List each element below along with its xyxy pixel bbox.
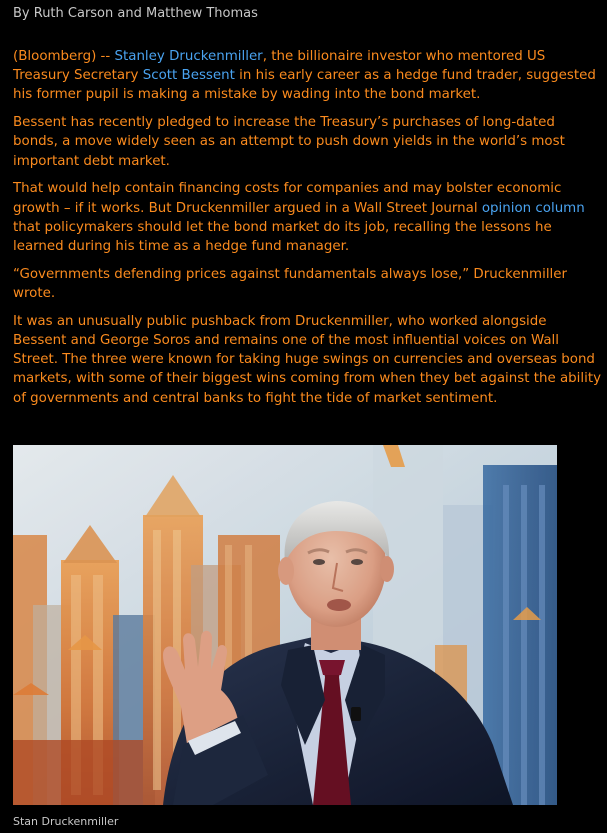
paragraph-4-quote: “Governments defending prices against fundamentals always lose,” Druckenmiller wrote. [13,266,568,302]
paragraph-3-text-b: that policymakers should let the bond market do its job, recalling the lessons he learned during his time as a hedge fund manager. [13,219,552,255]
paragraph-1-text-a: , the billionaire investor who mentored US Treasury Secretary [13,49,546,84]
source-label: (Bloomberg) -- [13,49,115,64]
byline: By Ruth Carson and Matthew Thomas [13,6,258,21]
paragraph-3 [13,179,603,256]
article-photo [13,445,557,805]
photo-caption: Stan Druckenmiller [13,815,119,828]
paragraph-5: It was an unusually public pushback from Druckenmiller, who worked alongside Bessent and George Soros and remains one of the most influential voices on Wall Street. The three were known for taking huge swings on currencies and overseas bond markets, with some of their biggest wins coming from when they bet against the ability of governments and central banks to fight the tide of market sentiment. [13,313,602,406]
link-scott-bessent[interactable]: Scott Bessent [142,68,235,84]
link-opinion-column[interactable]: opinion column [481,200,585,216]
article-body [13,47,603,416]
paragraph-3-text-a: That would help contain financing costs for companies and may bolster economic growth – if it works. But Druckenmiller argued in a Wall Street Journal [13,181,562,216]
paragraph-1 [13,47,603,105]
link-stanley-druckenmiller[interactable]: Stanley Druckenmiller [114,49,263,64]
paragraph-2: Bessent has recently pledged to increase the Treasury’s purchases of long-dated bonds, a move widely seen as an attempt to push down yields in the world’s most important debt market. [13,115,565,169]
paragraph-1-text-b: in his early career as a hedge fund trader, suggested his former pupil is making a mistake by wading into the bond market. [13,68,596,103]
